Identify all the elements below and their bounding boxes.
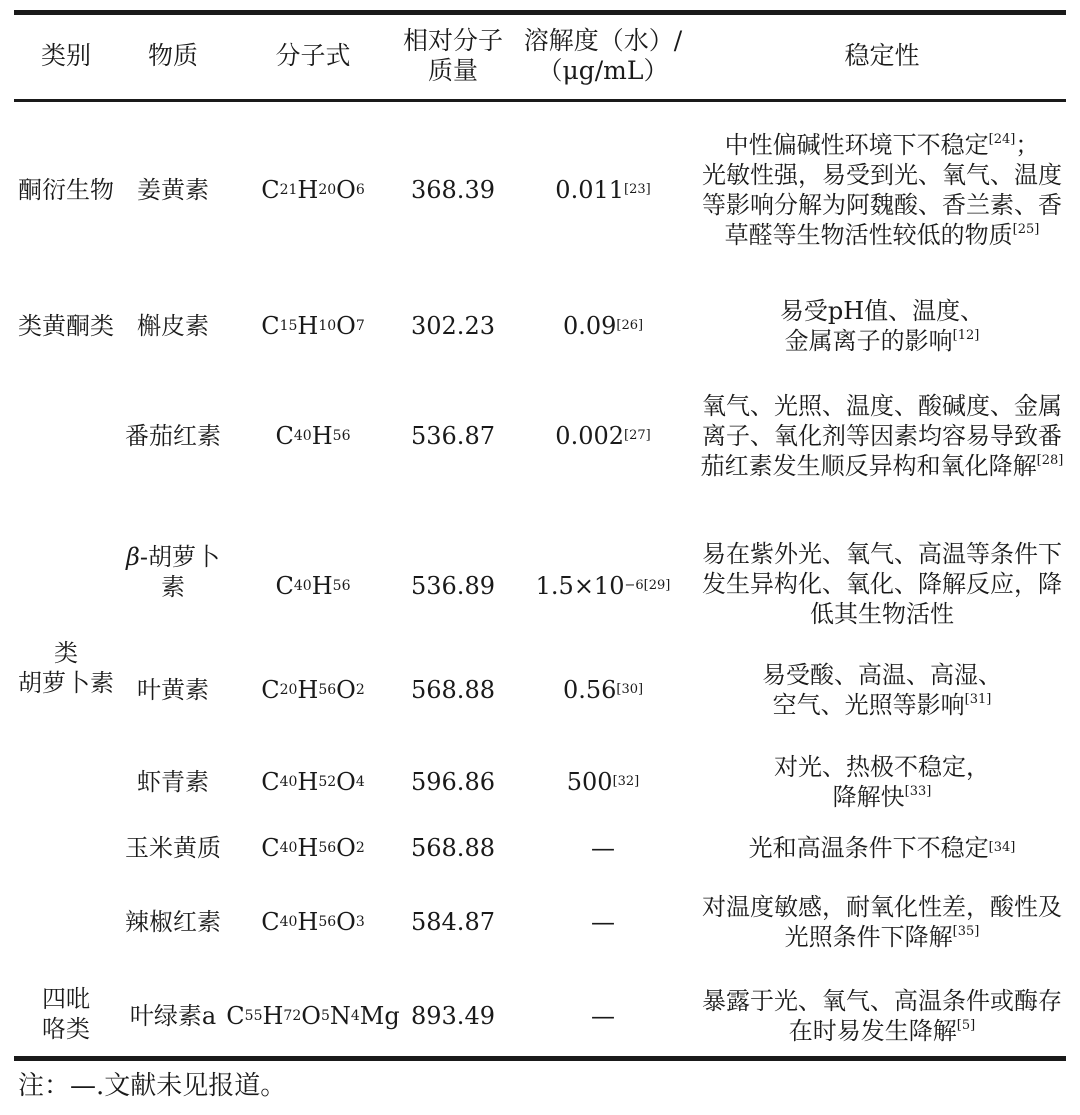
row2-solubility: 0.002 [27] (555, 422, 651, 450)
row4-stability-line (773, 690, 992, 720)
row4-stability (698, 656, 1066, 724)
header-category: 类别 (40, 41, 91, 70)
row0-stability-text: 草醛等生物活性较低的物质 (724, 221, 1013, 249)
row3-solubility-value: 1.5×10 (535, 572, 625, 600)
table-bottom-rule (14, 1056, 1066, 1061)
row5-solubility-value: 500 (566, 768, 613, 796)
row8-stability-ref: [5] (956, 1018, 976, 1033)
row2-stability-line (701, 451, 1064, 481)
row3-substance-prefix: β (126, 543, 140, 571)
row8-stability-text: 在时易发生降解 (788, 1017, 957, 1045)
row8-stability-line (789, 1016, 975, 1046)
row3-substance-line1 (126, 542, 220, 572)
row0-stability-line: 光敏性强，易受到光、氧气、温度 (702, 161, 1062, 189)
row1-solubility: 0.09 [26] (562, 312, 644, 340)
row2-stability-text: 茄红素发生顺反异构和氧化降解 (700, 452, 1037, 480)
category-carotenoid-line2: 胡萝卜素 (18, 669, 114, 697)
row3-stability-line: 发生异构化、氧化、降解反应，降 (702, 570, 1062, 598)
category-pyrrole-line1: 四吡 (42, 985, 90, 1013)
row0-stability (698, 122, 1066, 258)
row5-stability-line: 对光、热极不稳定， (774, 753, 990, 781)
header-mw-line1: 相对分子 (402, 26, 503, 55)
header-stability: 稳定性 (844, 41, 920, 70)
row3-substance-text: -胡萝卜 (139, 543, 220, 571)
row0-stability-line (725, 130, 1040, 160)
row7-stability-line (785, 922, 980, 952)
row3-solubility-exp-value: −6 (624, 578, 644, 593)
header-substance: 物质 (147, 41, 198, 70)
table-top-rule (14, 10, 1066, 15)
category-flavonoid: 类黄酮类 (18, 312, 114, 340)
row2-stability (698, 384, 1066, 488)
category-carotenoid (14, 636, 118, 700)
row5-stability-text: 降解快 (832, 783, 905, 811)
row4-solubility: 0.56 [30] (562, 676, 644, 704)
row0-stability-line (725, 220, 1040, 250)
row1-formula: C 15 H 10 O 7 (261, 312, 365, 340)
row0-stability-ref: [25] (1012, 222, 1040, 237)
row6-mw: 568.88 (411, 834, 495, 862)
row0-mw: 368.39 (411, 176, 495, 204)
row4-solubility-value: 0.56 (562, 676, 617, 704)
row3-mw: 536.89 (411, 572, 495, 600)
row3-stability-line: 低其生物活性 (810, 600, 954, 628)
row5-stability-line (833, 782, 932, 812)
row3-solubility-ref: [29] (643, 578, 671, 593)
row1-solubility-value: 0.09 (562, 312, 617, 340)
row5-solubility: 500 [32] (566, 768, 640, 796)
row2-stability-line: 离子、氧化剂等因素均容易导致番 (702, 422, 1062, 450)
header-solubility-line2: （μg/mL） (537, 56, 669, 85)
header-formula: 分子式 (275, 41, 351, 70)
category-pyrrole (14, 982, 118, 1046)
row3-substance-line2: 素 (161, 573, 185, 601)
row6-substance: 玉米黄质 (125, 834, 221, 862)
row7-stability-line: 对温度敏感，耐氧化性差，酸性及 (702, 893, 1062, 921)
row6-stability: 光和高温条件下不稳定 [34] (748, 834, 1016, 862)
row0-solubility-value: 0.011 (555, 176, 625, 204)
row4-substance: 叶黄素 (137, 676, 209, 704)
header-molecular-weight (398, 24, 508, 88)
category-pyrrole-line2: 咯类 (42, 1015, 90, 1043)
row2-stability-ref: [28] (1036, 453, 1064, 468)
header-mw-line2: 质量 (427, 56, 478, 85)
row6-formula: C 40 H 56 O 2 (261, 834, 365, 862)
row1-stability-text: 金属离子的影响 (784, 327, 953, 355)
category-ketone: 酮衍生物 (18, 176, 114, 204)
row8-solubility: — (591, 1002, 615, 1030)
row5-substance: 虾青素 (137, 768, 209, 796)
row3-substance (118, 540, 228, 604)
row0-substance: 姜黄素 (137, 176, 209, 204)
row4-mw: 568.88 (411, 676, 495, 704)
row1-substance: 槲皮素 (137, 312, 209, 340)
header-solubility (508, 24, 698, 88)
category-carotenoid-line1: 类 (54, 639, 78, 667)
row3-formula: C 40 H 56 (275, 572, 351, 600)
row2-stability-line: 氧气、光照、温度、酸碱度、金属 (702, 392, 1062, 420)
row2-solubility-value: 0.002 (555, 422, 625, 450)
row7-stability (698, 888, 1066, 956)
row1-stability-line: 易受pH值、温度、 (779, 297, 985, 325)
row6-stability-text: 光和高温条件下不稳定 (748, 834, 989, 862)
row1-stability (698, 292, 1066, 360)
row7-mw: 584.87 (411, 908, 495, 936)
row0-formula: C 21 H 20 O 6 (261, 176, 365, 204)
header-solubility-line1: 溶解度（水）/ (523, 26, 683, 55)
row3-stability (698, 532, 1066, 636)
table-header-rule (14, 99, 1066, 102)
row0-stability-tail: ； (1015, 131, 1040, 159)
row8-formula-mg: Mg (359, 1002, 400, 1030)
row2-substance: 番茄红素 (125, 422, 221, 450)
row0-stability-line: 等影响分解为阿魏酸、香兰素、香 (702, 191, 1062, 219)
row7-stability-text: 光照条件下降解 (784, 923, 953, 951)
row7-stability-ref: [35] (952, 924, 980, 939)
row1-stability-ref: [12] (952, 328, 980, 343)
row5-stability (698, 748, 1066, 816)
row4-stability-text: 空气、光照等影响 (772, 691, 965, 719)
row8-substance: 叶绿素a (129, 1002, 217, 1030)
row1-mw: 302.23 (411, 312, 495, 340)
row8-mw: 893.49 (411, 1002, 495, 1030)
table-note: 注：—.文献未见报道。 (18, 1071, 287, 1101)
row3-stability-line: 易在紫外光、氧气、高温等条件下 (702, 540, 1062, 568)
row7-solubility: — (591, 908, 615, 936)
row5-formula: C 40 H 52 O 4 (261, 768, 365, 796)
row8-formula: C 55 H 72 O 5 N 4 Mg (226, 1002, 400, 1030)
row2-mw: 536.87 (411, 422, 495, 450)
row5-stability-ref: [33] (904, 784, 932, 799)
row5-mw: 596.86 (411, 768, 495, 796)
row8-stability (698, 982, 1066, 1050)
row2-formula: C 40 H 56 (275, 422, 351, 450)
row4-stability-line: 易受酸、高温、高湿、 (762, 661, 1002, 689)
row8-stability-line: 暴露于光、氧气、高温条件或酶存 (702, 987, 1062, 1015)
row4-formula: C 20 H 56 O 2 (261, 676, 365, 704)
row0-stability-text: 中性偏碱性环境下不稳定 (724, 131, 989, 159)
row4-stability-ref: [31] (964, 692, 992, 707)
row1-stability-line (785, 326, 980, 356)
row0-solubility: 0.011 [23] (555, 176, 651, 204)
row3-solubility (508, 566, 698, 606)
row7-substance: 辣椒红素 (125, 908, 221, 936)
row7-formula: C 40 H 56 O 3 (261, 908, 365, 936)
row6-solubility: — (591, 834, 615, 862)
row0-stability-ref: [24] (988, 132, 1016, 147)
